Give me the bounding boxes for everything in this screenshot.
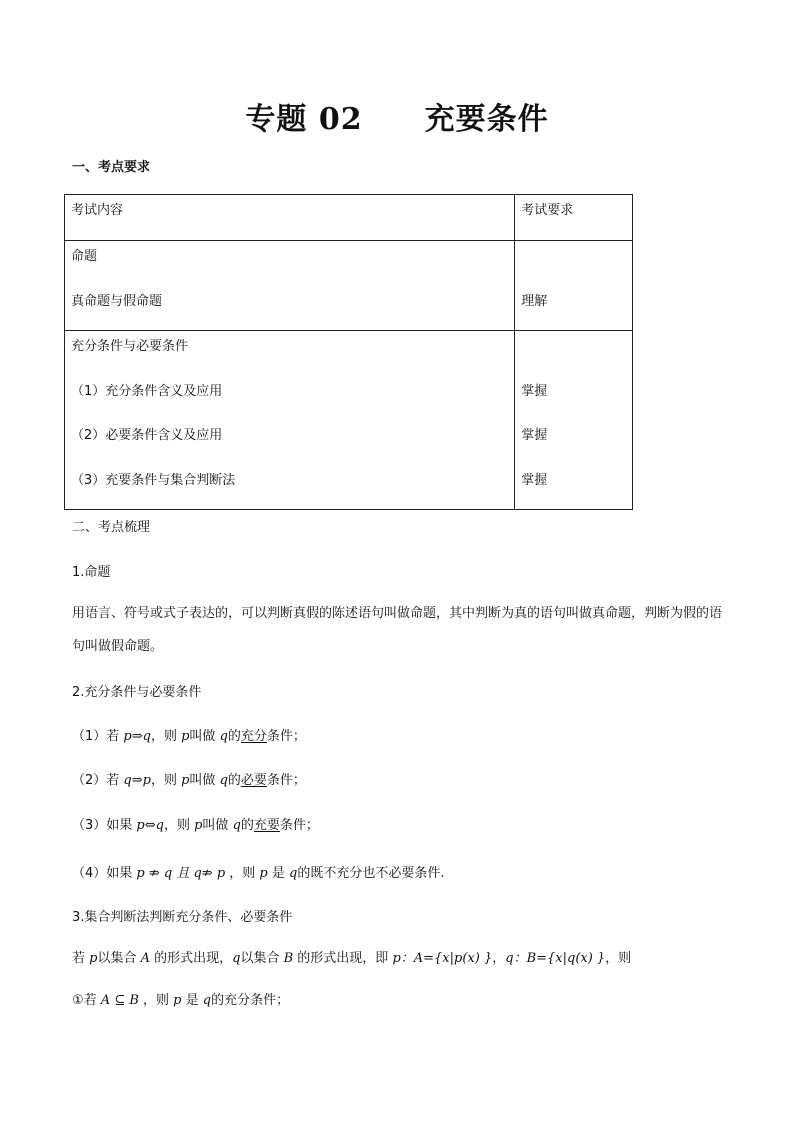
- item2-line4: （4）如果 p ⇏ q 且 q⇏ p ，则 p 是 q的既不充分也不必要条件.: [72, 866, 445, 881]
- table-row-item: 真命题与假命题: [71, 293, 163, 309]
- title-topic-number: 专题 02: [245, 102, 363, 137]
- header-cell-content: 考试内容: [65, 195, 515, 241]
- table-header-row: [65, 195, 633, 241]
- section2-heading: 二、考点梳理: [72, 520, 151, 535]
- item3-line2: ①若 A ⊆ B ，则 p 是 q的充分条件；: [72, 993, 290, 1008]
- item1-title: 1.命题: [72, 565, 111, 580]
- content-cell: [65, 241, 515, 331]
- item2-line1: （1）若 p⇒q，则 p叫做 q的充分条件；: [72, 729, 306, 744]
- item3-line1: 若 p以集合 A 的形式出现，q以集合 B 的形式出现，即 p：A={x|p(x) }，q：B={x|q(x) }，则: [72, 951, 632, 966]
- content-cell: [65, 331, 515, 510]
- requirements-table: [64, 194, 633, 510]
- table-row-item: 充分条件与必要条件: [71, 339, 189, 354]
- requirement-cell: 理解: [515, 241, 633, 331]
- item2-line2: （2）若 q⇒p，则 p叫做 q的必要条件；: [72, 773, 306, 788]
- item1-paragraph: 用语言、符号或式子表达的，可以判断真假的陈述语句叫做命题，其中判断为真的语句叫做真命题，判断为假的语句叫做假命题。: [72, 606, 723, 654]
- table-row-item: （1）充分条件含义及应用: [71, 383, 223, 399]
- item3-title: 3.集合判断法判断充分条件、必要条件: [72, 910, 293, 925]
- table-row: [65, 241, 633, 331]
- title-topic-name: 充要条件: [424, 102, 549, 137]
- table-row: [65, 331, 633, 510]
- table-row-item: 命题: [71, 249, 98, 264]
- item2-title: 2.充分条件与必要条件: [72, 685, 202, 700]
- section1-heading: 一、考点要求: [72, 160, 151, 175]
- table-row-item: （2）必要条件含义及应用: [71, 428, 223, 443]
- item2-line3: （3）如果 p⇔q，则 p叫做 q的充要条件；: [72, 818, 319, 833]
- requirement-cell: 掌握 掌握 掌握: [515, 331, 633, 510]
- page-title: [0, 94, 794, 138]
- table-row-item: （3）充要条件与集合判断法: [71, 472, 236, 488]
- header-cell-requirement: 考试要求: [515, 195, 633, 241]
